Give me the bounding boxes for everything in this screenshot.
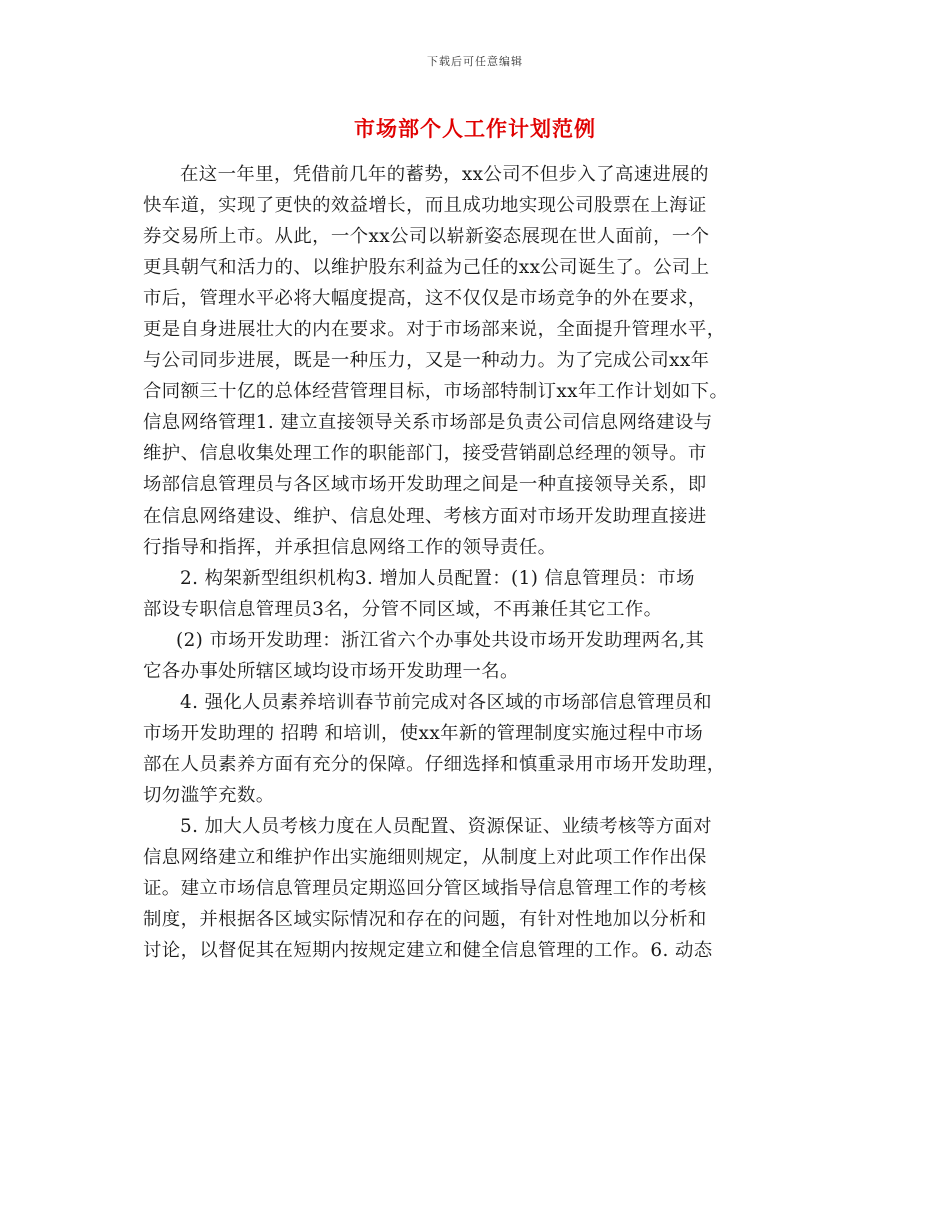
body-line: 2. 构架新型组织机构3. 增加人员配置：(1) 信息管理员：市场: [180, 567, 695, 589]
body-line: 行指导和指挥，并承担信息网络工作的领导责任。: [143, 536, 557, 558]
body-line: 更具朝气和活力的、以维护股东利益为己任的xx公司诞生了。公司上: [143, 257, 710, 279]
body-line: 在信息网络建设、维护、信息处理、考核方面对市场开发助理直接进: [143, 505, 707, 527]
body-line: (2) 市场开发助理：浙江省六个办事处共设市场开发助理两名,其: [176, 629, 705, 651]
body-line: 证。建立市场信息管理员定期巡回分管区域指导信息管理工作的考核: [143, 878, 707, 900]
body-line: 合同额三十亿的总体经营管理目标，市场部特制订xx年工作计划如下。: [143, 381, 729, 403]
body-line: 4. 强化人员素养培训春节前完成对各区域的市场部信息管理员和: [180, 691, 712, 713]
body-line: 讨论，以督促其在短期内按规定建立和健全信息管理的工作。6. 动态: [143, 940, 713, 962]
body-line: 5. 加大人员考核力度在人员配置、资源保证、业绩考核等方面对: [180, 815, 712, 837]
document-title: 市场部个人工作计划范例: [354, 116, 596, 141]
body-line: 信息网络建立和维护作出实施细则规定，从制度上对此项工作作出保: [143, 847, 707, 869]
document-body: [143, 159, 811, 966]
body-line: 它各办事处所辖区域均设市场开发助理一名。: [143, 660, 519, 682]
body-line: 切勿滥竽充数。: [143, 784, 275, 806]
body-line: 制度，并根据各区域实际情况和存在的问题，有针对性地加以分析和: [143, 909, 707, 931]
body-line: 快车道，实现了更快的效益增长，而且成功地实现公司股票在上海证: [143, 195, 707, 217]
body-line: 券交易所上市。从此，一个xx公司以崭新姿态展现在世人面前，一个: [143, 226, 710, 248]
body-line: 场部信息管理员与各区域市场开发助理之间是一种直接领导关系，即: [143, 474, 707, 496]
body-line: 部设专职信息管理员3名，分管不同区域，不再兼任其它工作。: [143, 598, 663, 620]
page-header-note: 下载后可任意编辑: [427, 55, 523, 68]
body-line: 更是自身进展壮大的内在要求。对于市场部来说，全面提升管理水平，: [143, 319, 726, 341]
body-line: 在这一年里，凭借前几年的蓄势，xx公司不但步入了高速进展的: [180, 164, 709, 185]
body-line: 市场开发助理的 招聘 和培训，使xx年新的管理制度实施过程中市场: [143, 722, 704, 744]
body-line: 市后，管理水平必将大幅度提高，这不仅仅是市场竞争的外在要求，: [143, 288, 707, 310]
body-line: 信息网络管理1. 建立直接领导关系市场部是负责公司信息网络建设与: [143, 412, 713, 434]
body-line: 维护、信息收集处理工作的职能部门，接受营销副总经理的领导。市: [143, 443, 707, 465]
body-line: 与公司同步进展，既是一种压力，又是一种动力。为了完成公司xx年: [143, 350, 710, 372]
body-line: 部在人员素养方面有充分的保障。仔细选择和慎重录用市场开发助理，: [143, 753, 726, 775]
